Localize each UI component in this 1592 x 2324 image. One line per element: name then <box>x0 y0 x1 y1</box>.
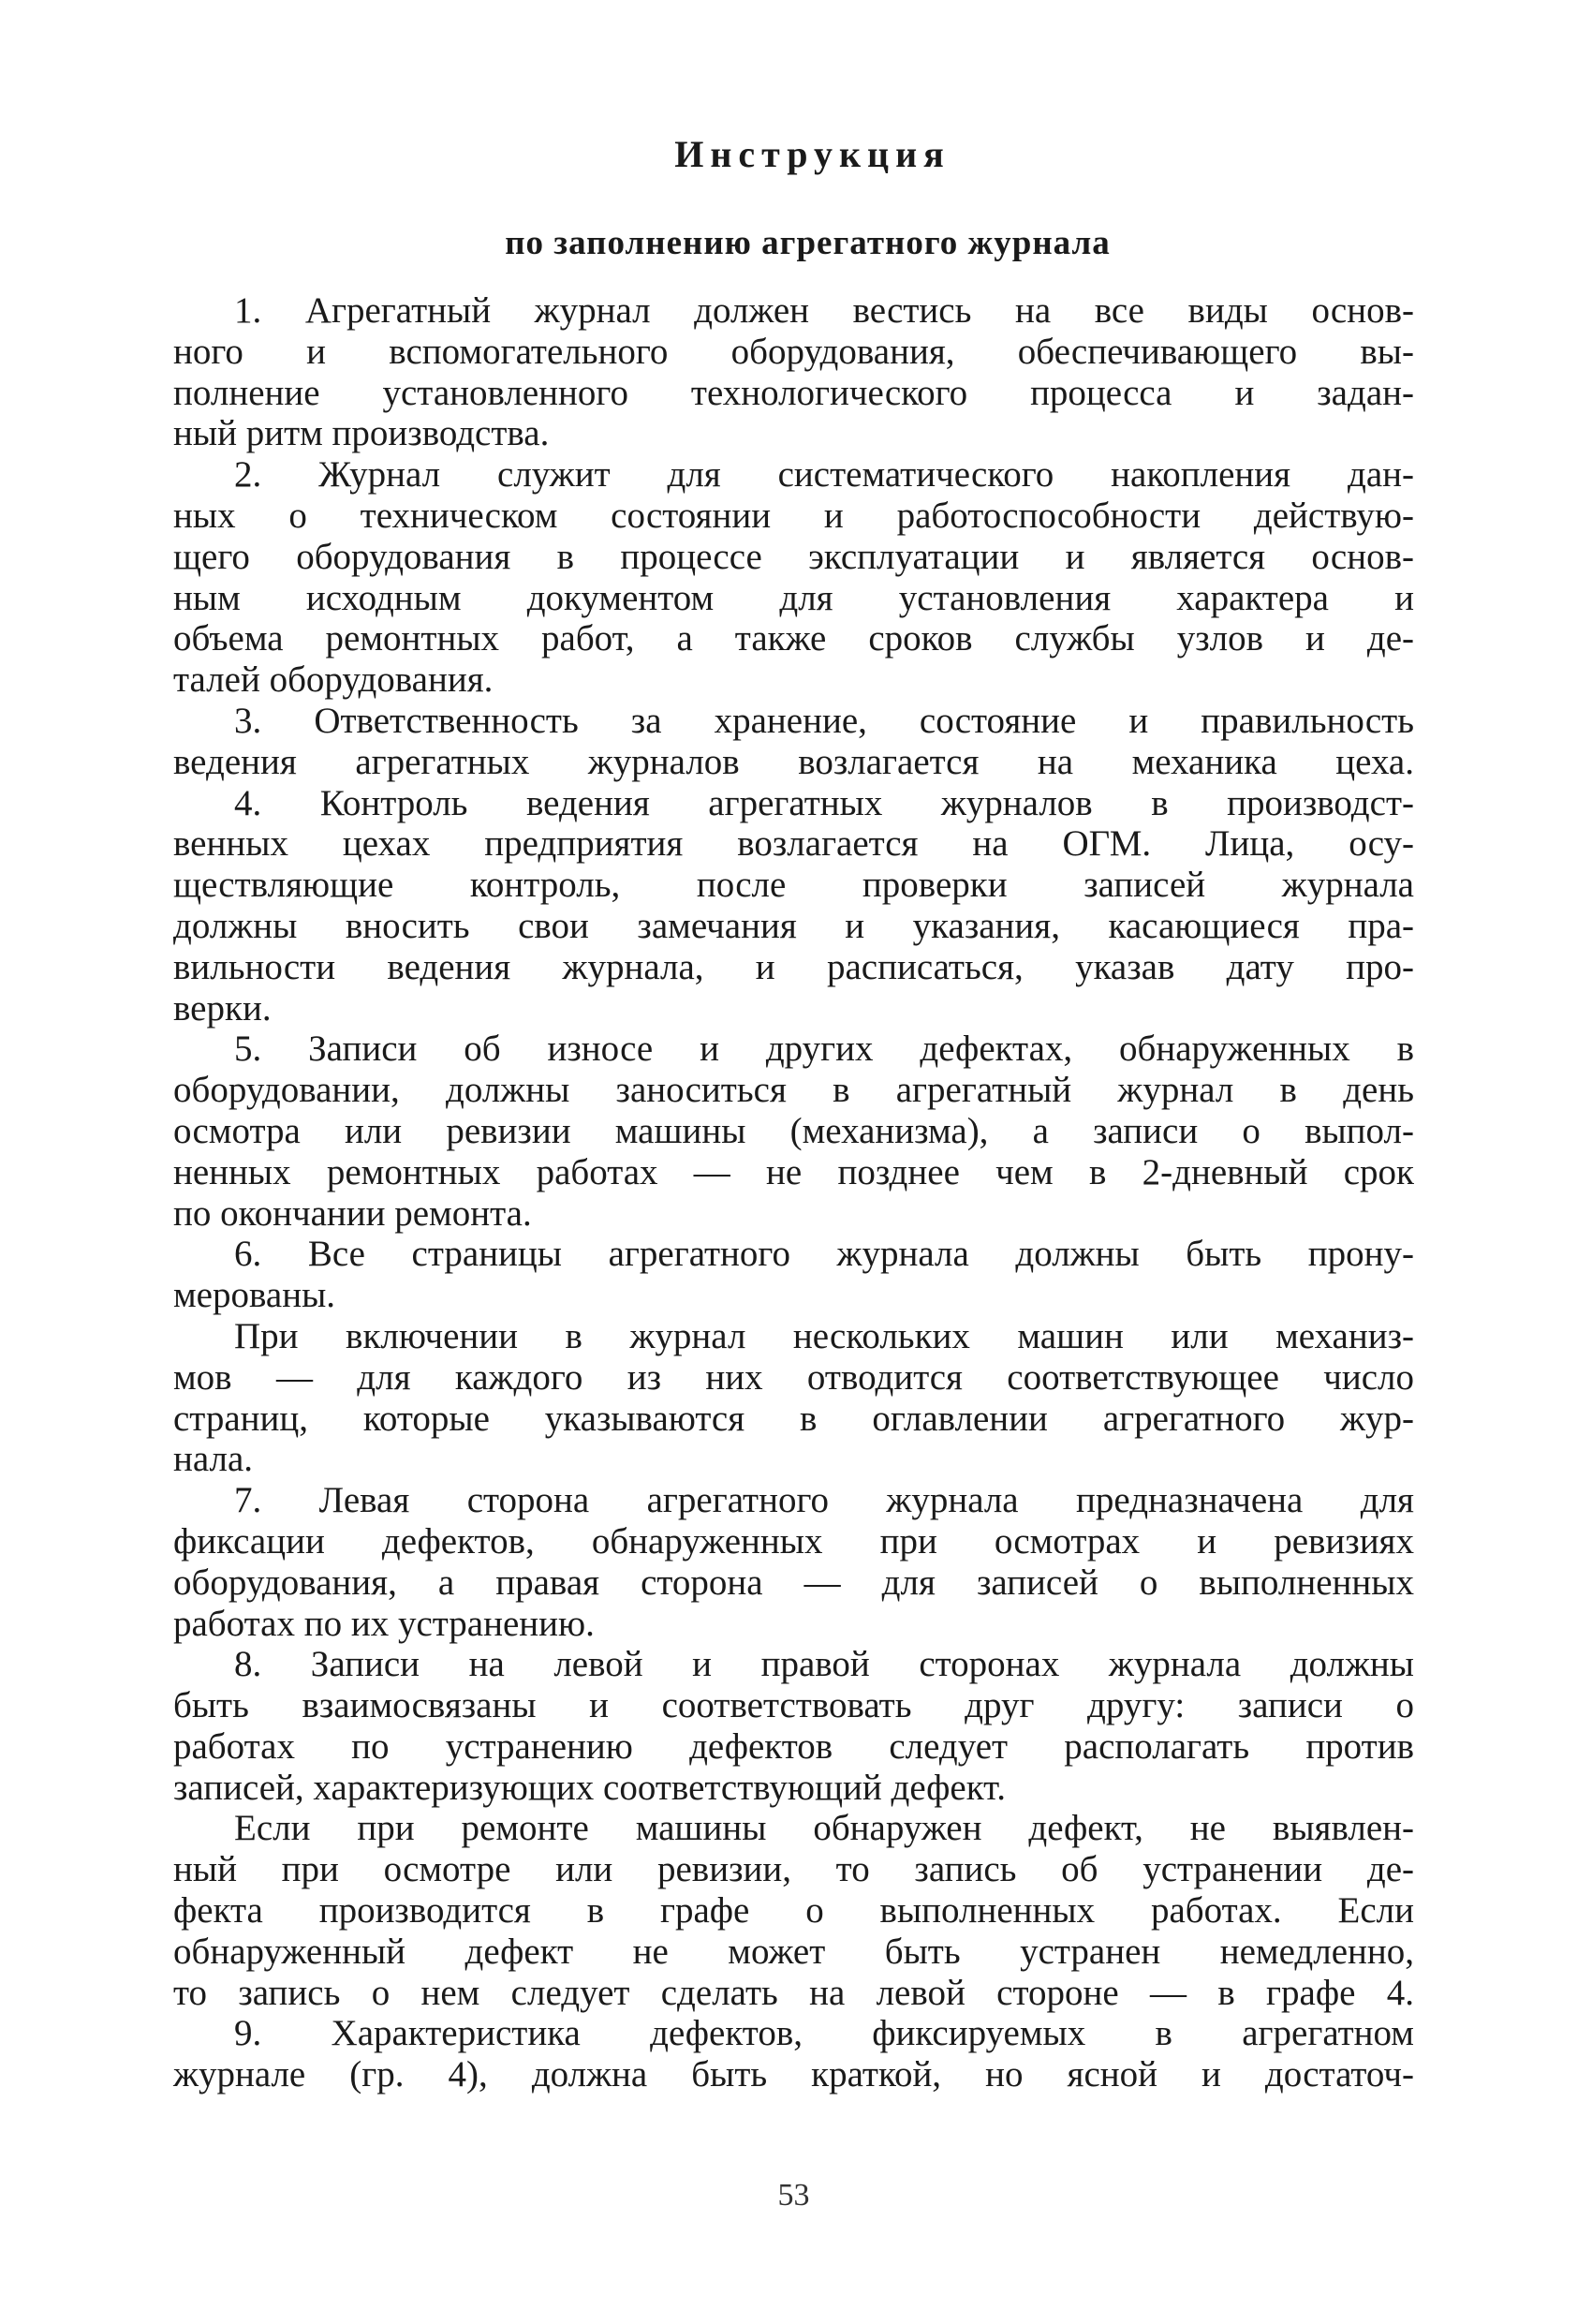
text-line: ный ритм производства. <box>173 413 550 454</box>
document-page <box>173 122 1414 2276</box>
text-line: по окончании ремонта. <box>173 1192 532 1234</box>
text-line: оборудовании, должны заноситься в агрегатный журнал в день <box>173 1070 1414 1111</box>
text-line: ведения агрегатных журналов возлагается на механика цеха. <box>173 741 1414 782</box>
text-line: венных цехах предприятия возлагается на ОГМ. Лица, осу- <box>173 823 1414 865</box>
text-line: Если при ремонте машины обнаружен дефект, не выявлен- <box>234 1808 1414 1849</box>
text-line: щего оборудования в процессе эксплуатации и является основ- <box>173 536 1414 577</box>
page-number: 53 <box>777 2178 810 2213</box>
document-subtitle: по заполнению агрегатного журнала <box>505 224 1111 262</box>
text-line: верки. <box>173 987 272 1029</box>
text-line: оборудования, а правая сторона — для записей о выполненных <box>173 1562 1414 1603</box>
text-line: ного и вспомогательного оборудования, обеспечивающего вы- <box>173 331 1414 372</box>
text-line: 5. Записи об износе и других дефектах, обнаруженных в <box>234 1029 1414 1070</box>
text-line: ным исходным документом для установления характера и <box>173 577 1414 618</box>
document-title: Инструкция <box>674 133 951 175</box>
text-line: вильности ведения журнала, и расписаться, указав дату про- <box>173 946 1414 987</box>
text-line: 4. Контроль ведения агрегатных журналов в производст- <box>234 782 1414 823</box>
text-line: быть взаимосвязаны и соответствовать друг другу: записи о <box>173 1685 1414 1726</box>
text-line: полнение установленного технологического процесса и задан- <box>173 372 1414 413</box>
text-line: журнале (гр. 4), должна быть краткой, но ясной и достаточ- <box>173 2054 1414 2095</box>
text-line: страниц, которые указываются в оглавлении агрегатного жур- <box>173 1398 1414 1439</box>
text-line: 6. Все страницы агрегатного журнала должны быть прону- <box>234 1234 1414 1275</box>
text-line: ный при осмотре или ревизии, то запись об устранении де- <box>173 1849 1414 1890</box>
text-line: При включении в журнал нескольких машин или механиз- <box>234 1315 1414 1356</box>
text-line: ненных ремонтных работах — не позднее чем в 2-дневный срок <box>173 1151 1414 1192</box>
text-line: талей оборудования. <box>173 659 494 701</box>
text-line: работах по их устранению. <box>173 1603 595 1644</box>
text-line: мов — для каждого из них отводится соответствующее число <box>173 1356 1414 1398</box>
text-line: осмотра или ревизии машины (механизма), а записи о выпол- <box>173 1110 1414 1151</box>
text-line: фекта производится в графе о выполненных работах. Если <box>173 1890 1414 1932</box>
text-line: 9. Характеристика дефектов, фиксируемых в агрегатном <box>234 2013 1414 2054</box>
text-line: ществляющие контроль, после проверки записей журнала <box>173 865 1414 906</box>
text-line: обнаруженный дефект не может быть устранен немедленно, <box>173 1931 1414 1972</box>
text-line: ных о техническом состоянии и работоспособности действую- <box>173 495 1414 536</box>
text-line: 3. Ответственность за хранение, состояние и правильность <box>234 700 1414 741</box>
text-line: записей, характеризующих соответствующий дефект. <box>173 1767 1007 1808</box>
text-line: должны вносить свои замечания и указания, касающиеся пра- <box>173 905 1414 946</box>
text-line: 8. Записи на левой и правой сторонах журнала должны <box>234 1644 1414 1685</box>
text-line: нала. <box>173 1439 254 1480</box>
text-line: 2. Журнал служит для систематического накопления дан- <box>234 454 1414 496</box>
text-line: то запись о нем следует сделать на левой стороне — в графе 4. <box>173 1972 1414 2013</box>
text-line: работах по устранению дефектов следует располагать против <box>173 1725 1414 1767</box>
instruction-body <box>173 290 1414 2095</box>
text-line: мерованы. <box>173 1275 336 1316</box>
text-line: фиксации дефектов, обнаруженных при осмотрах и ревизиях <box>173 1520 1414 1562</box>
text-line: 1. Агрегатный журнал должен вестись на все виды основ- <box>234 290 1414 331</box>
text-line: 7. Левая сторона агрегатного журнала предназначена для <box>234 1480 1414 1521</box>
text-line: объема ремонтных работ, а также сроков службы узлов и де- <box>173 618 1414 659</box>
